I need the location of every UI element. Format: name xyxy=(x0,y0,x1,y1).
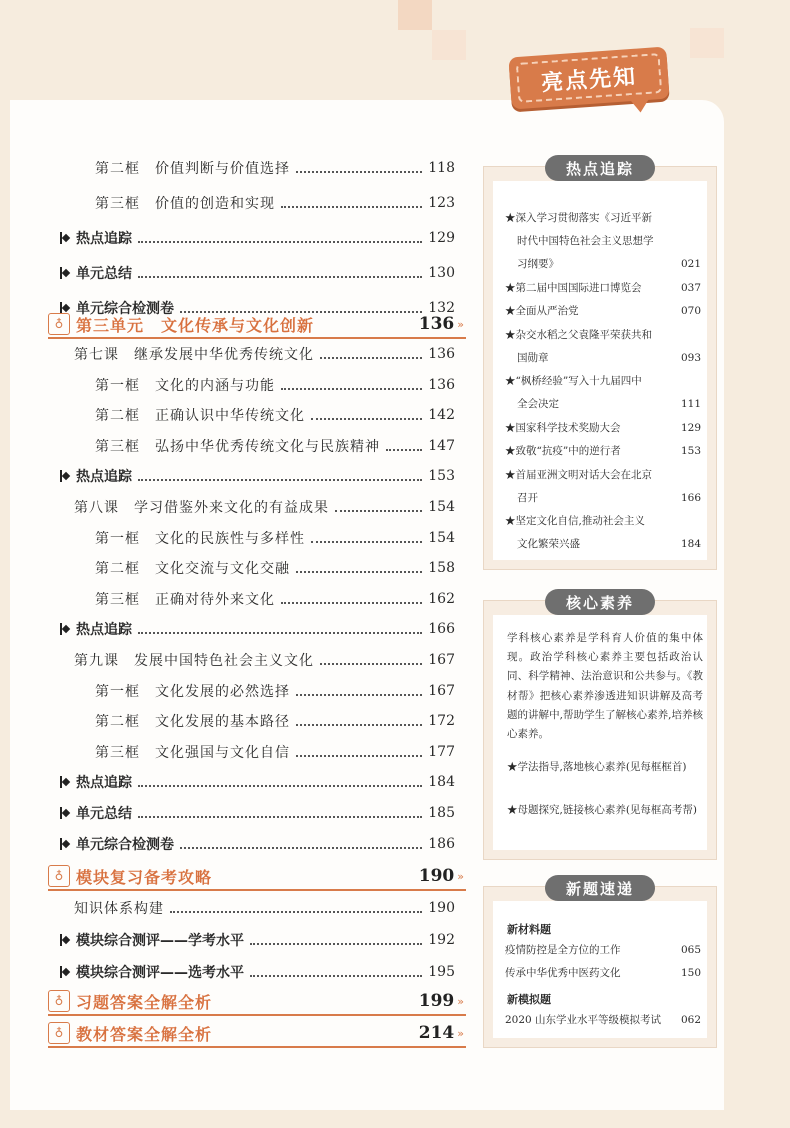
new-mock-heading: 新模拟题 xyxy=(507,993,551,1006)
dot-leader xyxy=(311,541,422,543)
toc-entry-page: 172 xyxy=(428,713,455,730)
section-page: 199 xyxy=(418,991,455,1011)
toc-entry[interactable] xyxy=(95,587,455,611)
hot-topic-page: 153 xyxy=(680,445,701,457)
diamond-bar-icon xyxy=(60,231,73,245)
core-literacy-content xyxy=(493,615,707,850)
new-question-title: 2020 山东学业水平等级模拟考试 xyxy=(505,1014,662,1026)
new-question-title: 疫情防控是全方位的工作 xyxy=(505,944,621,956)
dot-leader xyxy=(138,785,422,787)
toc-entry[interactable] xyxy=(95,556,455,580)
hot-topic-text: ★第二届中国国际进口博览会 xyxy=(505,281,642,294)
hot-topic-item[interactable] xyxy=(505,464,701,510)
toc-entry[interactable] xyxy=(60,832,455,856)
hot-topic-text: 全会决定 xyxy=(517,398,559,410)
toc-entry-title: 知识体系构建 xyxy=(74,901,164,917)
toc-entry[interactable] xyxy=(74,896,455,920)
new-question-item xyxy=(505,1009,701,1032)
toc-entry-title: 单元综合检测卷 xyxy=(76,301,174,317)
toc-entry[interactable] xyxy=(95,679,455,703)
toc-entry-page: 185 xyxy=(428,805,455,821)
new-question-item xyxy=(505,939,701,962)
double-chevron-icon: » xyxy=(457,317,464,331)
hot-topic-text: ★致敬“抗疫”中的逆行者 xyxy=(505,445,621,457)
toc-entry-title: 第二框 正确认识中华传统文化 xyxy=(95,408,305,425)
toc-entry-title: 第八课 学习借鉴外来文化的有益成果 xyxy=(74,500,329,516)
dot-leader xyxy=(281,206,422,208)
toc-entry[interactable] xyxy=(74,342,455,366)
hot-topic-item[interactable] xyxy=(505,370,701,416)
section-title: 习题答案全解全析 xyxy=(76,992,213,1012)
toc-entry-page: 167 xyxy=(428,682,455,699)
toc-entry-title: 第三框 文化强国与文化自信 xyxy=(95,744,290,761)
banner-tail xyxy=(630,98,651,113)
toc-entry-title: 第一框 文化的内涵与功能 xyxy=(95,377,275,394)
dot-leader xyxy=(281,388,422,390)
toc-entry-page: 195 xyxy=(428,964,455,980)
hot-topic-item[interactable] xyxy=(505,440,701,463)
toc-entry[interactable] xyxy=(95,709,455,733)
hot-topic-page: 093 xyxy=(680,351,701,364)
toc-entry[interactable] xyxy=(60,617,455,641)
double-chevron-icon: » xyxy=(457,869,464,883)
toc-entry[interactable] xyxy=(60,464,455,488)
toc-entry-title: 热点追踪 xyxy=(76,469,132,486)
core-literacy-box xyxy=(483,593,717,860)
dot-leader xyxy=(180,847,422,849)
section-review[interactable] xyxy=(48,864,466,888)
hot-topic-page: 070 xyxy=(680,305,701,317)
toc-entry-title: 第三框 价值的创造和实现 xyxy=(95,196,275,212)
dot-leader xyxy=(250,943,422,945)
toc-entry-page: 130 xyxy=(428,265,455,281)
toc-entry-page: 154 xyxy=(428,499,455,515)
toc-entry-title: 第二框 价值判断与价值选择 xyxy=(95,161,290,177)
new-question-title: 传承中华优秀中医药文化 xyxy=(505,967,621,979)
toc-entry-title: 第一框 文化的民族性与多样性 xyxy=(95,530,305,547)
section-title: 第三单元 文化传承与文化创新 xyxy=(76,315,315,335)
new-questions-content xyxy=(493,901,707,1038)
hot-topic-item[interactable] xyxy=(505,510,701,556)
dot-leader xyxy=(281,602,422,604)
new-question-page: 062 xyxy=(680,1014,701,1026)
toc-entry-page: 129 xyxy=(428,230,455,246)
toc-entry-page: 190 xyxy=(428,900,455,916)
toc-entry-page: 184 xyxy=(428,774,455,791)
toc-entry-title: 热点追踪 xyxy=(76,231,132,247)
dot-leader xyxy=(138,816,422,818)
hot-topic-text: ★国家科学技术奖励大会 xyxy=(505,421,621,434)
toc-entry-title: 第三框 弘扬中华优秀传统文化与民族精神 xyxy=(95,438,380,455)
new-question-item xyxy=(505,962,701,985)
dot-leader xyxy=(170,911,422,913)
toc-entry-title: 模块综合测评——选考水平 xyxy=(76,965,244,981)
section-textbook[interactable] xyxy=(48,1021,466,1045)
toc-entry[interactable] xyxy=(60,261,455,285)
section-underline xyxy=(48,1014,466,1016)
toc-entry-page: 136 xyxy=(428,376,455,393)
hot-topic-text: 国勋章 xyxy=(517,351,549,364)
toc-entry-page: 186 xyxy=(428,835,455,852)
toc-entry-page: 153 xyxy=(428,468,455,485)
diamond-bar-icon xyxy=(60,933,73,947)
toc-entry[interactable] xyxy=(60,928,455,952)
new-question-page: 150 xyxy=(680,967,701,979)
bulb-icon: ♁ xyxy=(48,865,70,887)
hot-topic-text: ★深入学习贯彻落实《习近平新 xyxy=(505,212,652,224)
hot-topic-text: ★“枫桥经验”写入十九届四中 xyxy=(505,375,642,387)
toc-entry-page: 158 xyxy=(428,560,455,577)
section-page: 190 xyxy=(418,866,455,886)
hot-topic-item[interactable] xyxy=(505,300,701,323)
hot-topic-page: 037 xyxy=(680,281,701,294)
hot-topic-item[interactable] xyxy=(505,324,701,370)
bulb-icon: ♁ xyxy=(48,1022,70,1044)
toc-entry-page: 162 xyxy=(428,590,455,607)
hot-topics-tag: 热点追踪 xyxy=(545,155,655,181)
toc-entry-title: 单元总结 xyxy=(76,806,132,822)
core-point: ★学法指导,落地核心素养(见每框框首) xyxy=(507,761,687,773)
hot-topic-page: 111 xyxy=(680,398,701,410)
dot-leader xyxy=(320,663,422,665)
section-underline xyxy=(48,1046,466,1048)
hot-topics-box xyxy=(483,159,717,570)
toc-entry[interactable] xyxy=(95,526,455,550)
hot-topic-page: 021 xyxy=(680,258,701,270)
section-page: 136 xyxy=(418,314,455,334)
toc-entry-title: 第一框 文化发展的必然选择 xyxy=(95,683,290,700)
toc-entry[interactable] xyxy=(95,740,455,764)
dot-leader xyxy=(138,276,422,278)
toc-entry-title: 第三框 正确对待外来文化 xyxy=(95,591,275,608)
toc-entry-page: 167 xyxy=(428,652,455,668)
hot-topic-item[interactable] xyxy=(505,207,701,276)
toc-entry-page: 147 xyxy=(428,437,455,454)
diamond-bar-icon xyxy=(60,469,73,483)
hot-topic-page: 184 xyxy=(680,538,701,550)
bulb-icon: ♁ xyxy=(48,313,70,335)
banner xyxy=(508,47,669,110)
toc-entry[interactable] xyxy=(95,434,455,458)
toc-entry[interactable] xyxy=(60,801,455,825)
toc-entry-title: 热点追踪 xyxy=(76,622,132,639)
dot-leader xyxy=(296,571,422,573)
toc-entry[interactable] xyxy=(95,373,455,397)
decor-square xyxy=(690,28,724,58)
dot-leader xyxy=(296,724,422,726)
dot-leader xyxy=(335,510,422,512)
new-material-heading: 新材料题 xyxy=(507,923,551,936)
diamond-bar-icon xyxy=(60,965,73,979)
decor-square xyxy=(398,0,432,30)
dot-leader xyxy=(138,241,422,243)
hot-topic-text: ★全面从严治党 xyxy=(505,305,579,317)
toc-entry[interactable] xyxy=(60,226,455,250)
toc-entry-title: 单元综合检测卷 xyxy=(76,836,174,853)
toc-entry-page: 118 xyxy=(428,160,455,176)
toc-entry[interactable] xyxy=(60,960,455,984)
new-questions-box xyxy=(483,879,717,1048)
hot-topic-page: 129 xyxy=(680,421,701,434)
diamond-bar-icon xyxy=(60,622,73,636)
diamond-bar-icon xyxy=(60,266,73,280)
new-questions-tag: 新题速递 xyxy=(545,875,655,901)
dot-leader xyxy=(386,449,422,451)
hot-topic-item[interactable] xyxy=(505,417,701,440)
bulb-icon: ♁ xyxy=(48,990,70,1012)
core-point: ★母题探究,链接核心素养(见每框高考帮) xyxy=(507,804,698,816)
dot-leader xyxy=(320,357,422,359)
toc-entry-title: 热点追踪 xyxy=(76,775,132,792)
dot-leader xyxy=(311,418,422,420)
decor-square xyxy=(432,30,466,60)
toc-entry-page: 142 xyxy=(428,407,455,424)
toc-entry[interactable] xyxy=(60,770,455,794)
core-literacy-tag: 核心素养 xyxy=(545,589,655,615)
dot-leader xyxy=(296,694,422,696)
hot-topic-text: ★坚定文化自信,推动社会主义 xyxy=(505,515,645,527)
section-underline xyxy=(48,889,466,891)
dot-leader xyxy=(138,479,422,481)
dot-leader xyxy=(138,632,422,634)
toc-entry[interactable] xyxy=(95,403,455,427)
dot-leader xyxy=(296,171,422,173)
section-unit-3[interactable] xyxy=(48,312,466,336)
diamond-bar-icon xyxy=(60,837,73,851)
hot-topic-text: 召开 xyxy=(517,491,538,504)
toc-entry[interactable] xyxy=(95,156,455,180)
double-chevron-icon: » xyxy=(457,994,464,1008)
toc-entry-title: 第九课 发展中国特色社会主义文化 xyxy=(74,653,314,669)
toc-entry-title: 模块综合测评——学考水平 xyxy=(76,933,244,949)
hot-topic-item[interactable] xyxy=(505,277,701,300)
section-title: 模块复习备考攻略 xyxy=(76,867,213,887)
diamond-bar-icon xyxy=(60,806,73,820)
toc-entry[interactable] xyxy=(74,495,455,519)
hot-topic-text: 时代中国特色社会主义思想学 xyxy=(517,235,654,247)
toc-entry-page: 177 xyxy=(428,743,455,760)
hot-topic-text: 习纲要》 xyxy=(517,258,559,270)
hot-topic-text: 文化繁荣兴盛 xyxy=(517,538,580,550)
toc-entry-page: 136 xyxy=(428,346,455,362)
dot-leader xyxy=(296,755,422,757)
toc-entry-page: 166 xyxy=(428,621,455,638)
section-title: 教材答案全解全析 xyxy=(76,1024,213,1044)
hot-topic-text: ★首届亚洲文明对话大会在北京 xyxy=(505,468,652,481)
banner-title: 亮点先知 xyxy=(516,53,662,103)
core-literacy-text: 学科核心素养是学科育人价值的集中体现。政治学科核心素养主要包括政治认同、科学精神、法治意识和公共参与。《教材帮》把核心素养渗透进知识讲解及高考题的讲解中,帮助学生了解核心素养,培养核心素养。 xyxy=(507,632,703,741)
toc-entry-page: 132 xyxy=(428,300,455,316)
toc-entry[interactable] xyxy=(74,648,455,672)
toc-entry-page: 192 xyxy=(428,932,455,948)
double-chevron-icon: » xyxy=(457,1026,464,1040)
hot-topic-text: ★杂交水稻之父袁隆平荣获共和 xyxy=(505,328,652,341)
hot-topic-page: 166 xyxy=(680,491,701,504)
section-page: 214 xyxy=(418,1023,455,1043)
toc-entry-page: 123 xyxy=(428,195,455,211)
toc-entry-title: 第二框 文化发展的基本路径 xyxy=(95,714,290,731)
dot-leader xyxy=(250,975,422,977)
new-question-page: 065 xyxy=(680,944,701,956)
toc-entry-page: 154 xyxy=(428,529,455,546)
hot-topics-list xyxy=(493,181,707,560)
toc-entry-title: 第七课 继承发展中华优秀传统文化 xyxy=(74,347,314,363)
section-answers[interactable] xyxy=(48,989,466,1013)
section-underline xyxy=(48,337,466,339)
toc-entry-title: 单元总结 xyxy=(76,266,132,282)
toc-entry[interactable] xyxy=(95,191,455,215)
toc-entry-title: 第二框 文化交流与文化交融 xyxy=(95,561,290,578)
diamond-bar-icon xyxy=(60,775,73,789)
